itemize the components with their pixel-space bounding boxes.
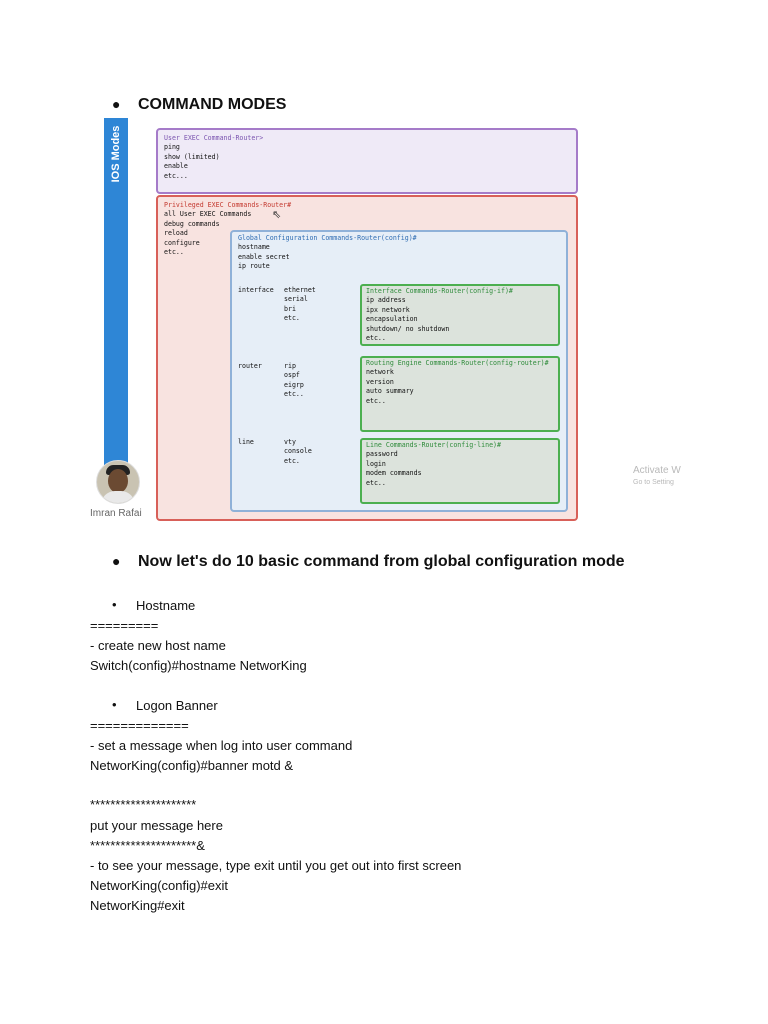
global-router-label: router	[238, 362, 262, 370]
line-box-header: Line Commands-Router(config-line)#	[366, 441, 501, 449]
exit-command-1: NetworKing(config)#exit	[90, 878, 229, 893]
interface-command: etc..	[366, 334, 386, 343]
user-exec-item: ping	[164, 143, 180, 152]
privileged-item: configure	[164, 238, 200, 247]
privileged-item: all User EXEC Commands	[164, 210, 252, 219]
presenter-avatar	[96, 460, 140, 504]
hostname-command: Switch(config)#hostname NetworKing	[90, 658, 307, 673]
banner-command: NetworKing(config)#banner motd &	[90, 758, 294, 773]
router-protocol: ospf	[284, 371, 300, 380]
line-command: login	[366, 459, 386, 468]
hostname-underline: =========	[90, 618, 159, 633]
router-command: version	[366, 377, 394, 386]
banner-stars-bottom: *********************&	[90, 838, 205, 853]
banner-message: put your message here	[90, 818, 223, 833]
global-interface-label: interface	[238, 286, 274, 294]
sidebar-label: IOS Modes	[110, 125, 122, 183]
user-exec-item: show (limited)	[164, 152, 220, 161]
privileged-item: debug commands	[164, 219, 220, 228]
interface-commands-box	[360, 284, 560, 346]
router-protocol: etc..	[284, 390, 304, 399]
banner-desc: - set a message when log into user command	[90, 738, 353, 753]
global-item: ip route	[238, 262, 270, 271]
ios-modes-diagram	[90, 118, 578, 524]
router-protocol: rip	[284, 362, 296, 370]
ios-modes-sidebar	[104, 118, 128, 478]
bullet-icon: ●	[112, 96, 121, 112]
router-command: auto summary	[366, 387, 414, 396]
interface-type: serial	[284, 295, 308, 304]
privileged-header: Privileged EXEC Commands-Router#	[164, 201, 292, 209]
line-command: etc..	[366, 478, 386, 487]
global-item: hostname	[238, 243, 270, 252]
line-command: password	[366, 450, 398, 459]
interface-command: shutdown/ no shutdown	[366, 324, 450, 333]
privileged-item: etc..	[164, 248, 184, 257]
banner-desc-2: - to see your message, type exit until you get out into first screen	[90, 858, 462, 873]
interface-type: bri	[284, 304, 296, 313]
router-protocol: eigrp	[284, 380, 304, 389]
global-line-label: line	[238, 438, 254, 446]
bullet-icon: •	[112, 697, 117, 712]
router-box-header: Routing Engine Commands-Router(config-router)#	[366, 359, 549, 367]
interface-type: etc.	[284, 314, 300, 323]
user-exec-box	[156, 128, 578, 194]
router-command: etc..	[366, 396, 386, 405]
line-commands-box	[360, 438, 560, 504]
global-header: Global Configuration Commands-Router(config)#	[238, 234, 417, 242]
line-command: modem commands	[366, 469, 422, 478]
interface-box-header: Interface Commands-Router(config-if)#	[366, 287, 513, 295]
user-exec-item: etc...	[164, 171, 188, 180]
user-exec-header: User EXEC Command-Router>	[164, 134, 264, 142]
interface-command: ipx network	[366, 305, 410, 314]
global-item: enable secret	[238, 252, 290, 261]
privileged-item: reload	[164, 229, 188, 238]
global-config-box	[230, 230, 568, 512]
mouse-cursor-icon: ⇖	[272, 209, 282, 221]
presenter-name: Imran Rafai	[90, 508, 142, 519]
hostname-desc: - create new host name	[90, 638, 226, 653]
router-command: network	[366, 368, 394, 377]
interface-command: encapsulation	[366, 315, 418, 324]
bullet-icon: ●	[112, 553, 121, 569]
banner-stars-top: *********************	[90, 797, 197, 812]
interface-command: ip address	[366, 296, 406, 305]
routing-engine-box	[360, 356, 560, 432]
activate-watermark: Activate W	[633, 465, 681, 476]
banner-underline: =============	[90, 718, 189, 733]
line-type: etc.	[284, 456, 300, 465]
user-exec-item: enable	[164, 162, 188, 171]
bullet-icon: •	[112, 597, 117, 612]
line-type: vty	[284, 438, 296, 446]
interface-type: ethernet	[284, 286, 316, 294]
line-type: console	[284, 447, 312, 456]
activate-watermark-sub: Go to Setting	[633, 479, 674, 486]
exit-command-2: NetworKing#exit	[90, 898, 185, 913]
